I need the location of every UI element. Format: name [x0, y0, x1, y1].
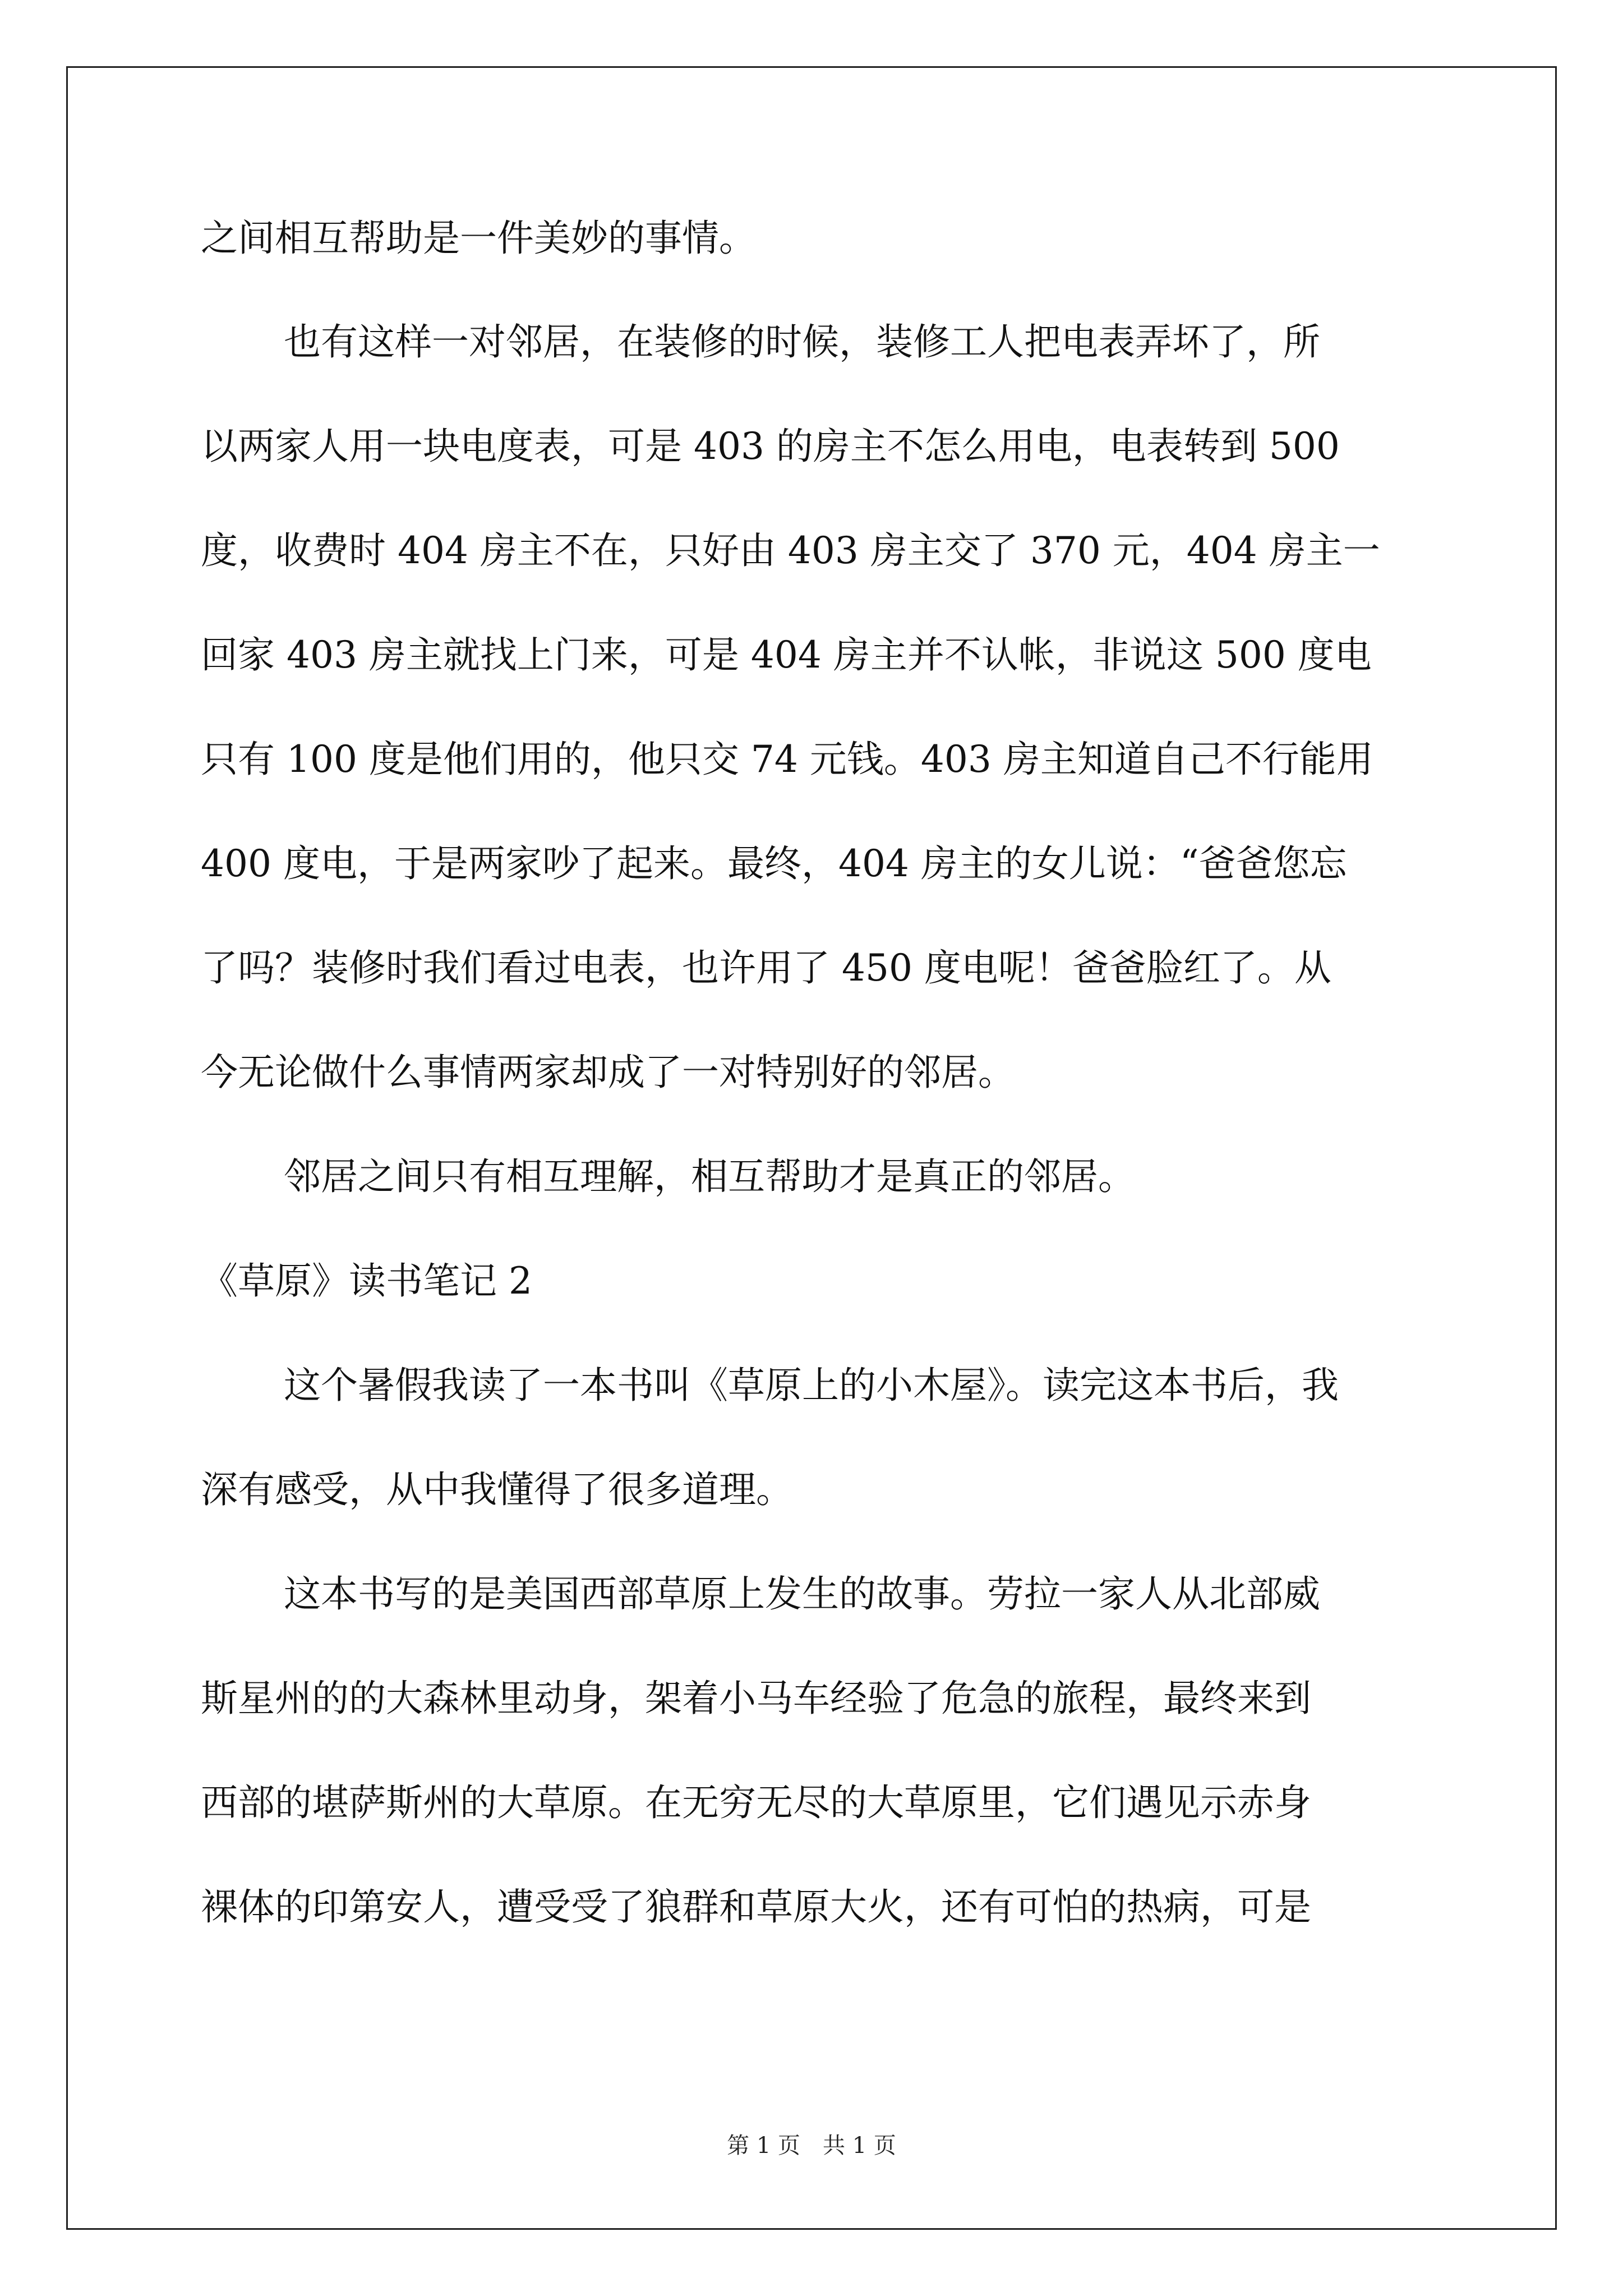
body-line: 今无论做什么事情两家却成了一对特别好的邻居。	[201, 1051, 1015, 1094]
body-line-1: 之间相互帮助是一件美妙的事情。	[201, 217, 756, 260]
body-line: 西部的堪萨斯州的大草原。在无穷无尽的大草原里，它们遇见示赤身	[201, 1781, 1311, 1824]
body-line: 回家 403 房主就找上门来，可是 404 房主并不认帐，非说这 500 度电	[201, 633, 1372, 677]
section-heading: 《草原》读书笔记 2	[201, 1259, 532, 1303]
paragraph-start-line: 也有这样一对邻居，在装修的时候，装修工人把电表弄坏了，所	[284, 320, 1320, 364]
body-line: 只有 100 度是他们用的，他只交 74 元钱。403 房主知道自己不行能用	[201, 738, 1373, 781]
body-line: 度，收费时 404 房主不在，只好由 403 房主交了 370 元，404 房主一	[201, 529, 1380, 572]
paragraph-start-line: 这个暑假我读了一本书叫《草原上的小木屋》。读完这本书后，我	[284, 1364, 1339, 1407]
body-line: 深有感受，从中我懂得了很多道理。	[201, 1468, 793, 1511]
body-line: 裸体的印第安人，遭受受了狼群和草原大火，还有可怕的热病，可是	[201, 1885, 1311, 1929]
body-line: 400 度电，于是两家吵了起来。最终，404 房主的女儿说：“爸爸您忘	[201, 842, 1347, 885]
paragraph-start-line: 这本书写的是美国西部草原上发生的故事。劳拉一家人从北部威	[284, 1572, 1320, 1616]
body-line: 斯星州的的大森林里动身，架着小马车经验了危急的旅程，最终来到	[201, 1677, 1311, 1720]
paragraph-start-line: 邻居之间只有相互理解，相互帮助才是真正的邻居。	[284, 1155, 1135, 1198]
body-line: 以两家人用一块电度表，可是 403 的房主不怎么用电，电表转到 500	[201, 425, 1340, 468]
page-footer: 第 1 页 共 1 页	[727, 2133, 896, 2159]
body-line: 了吗？装修时我们看过电表，也许用了 450 度电呢！爸爸脸红了。从	[201, 946, 1331, 990]
